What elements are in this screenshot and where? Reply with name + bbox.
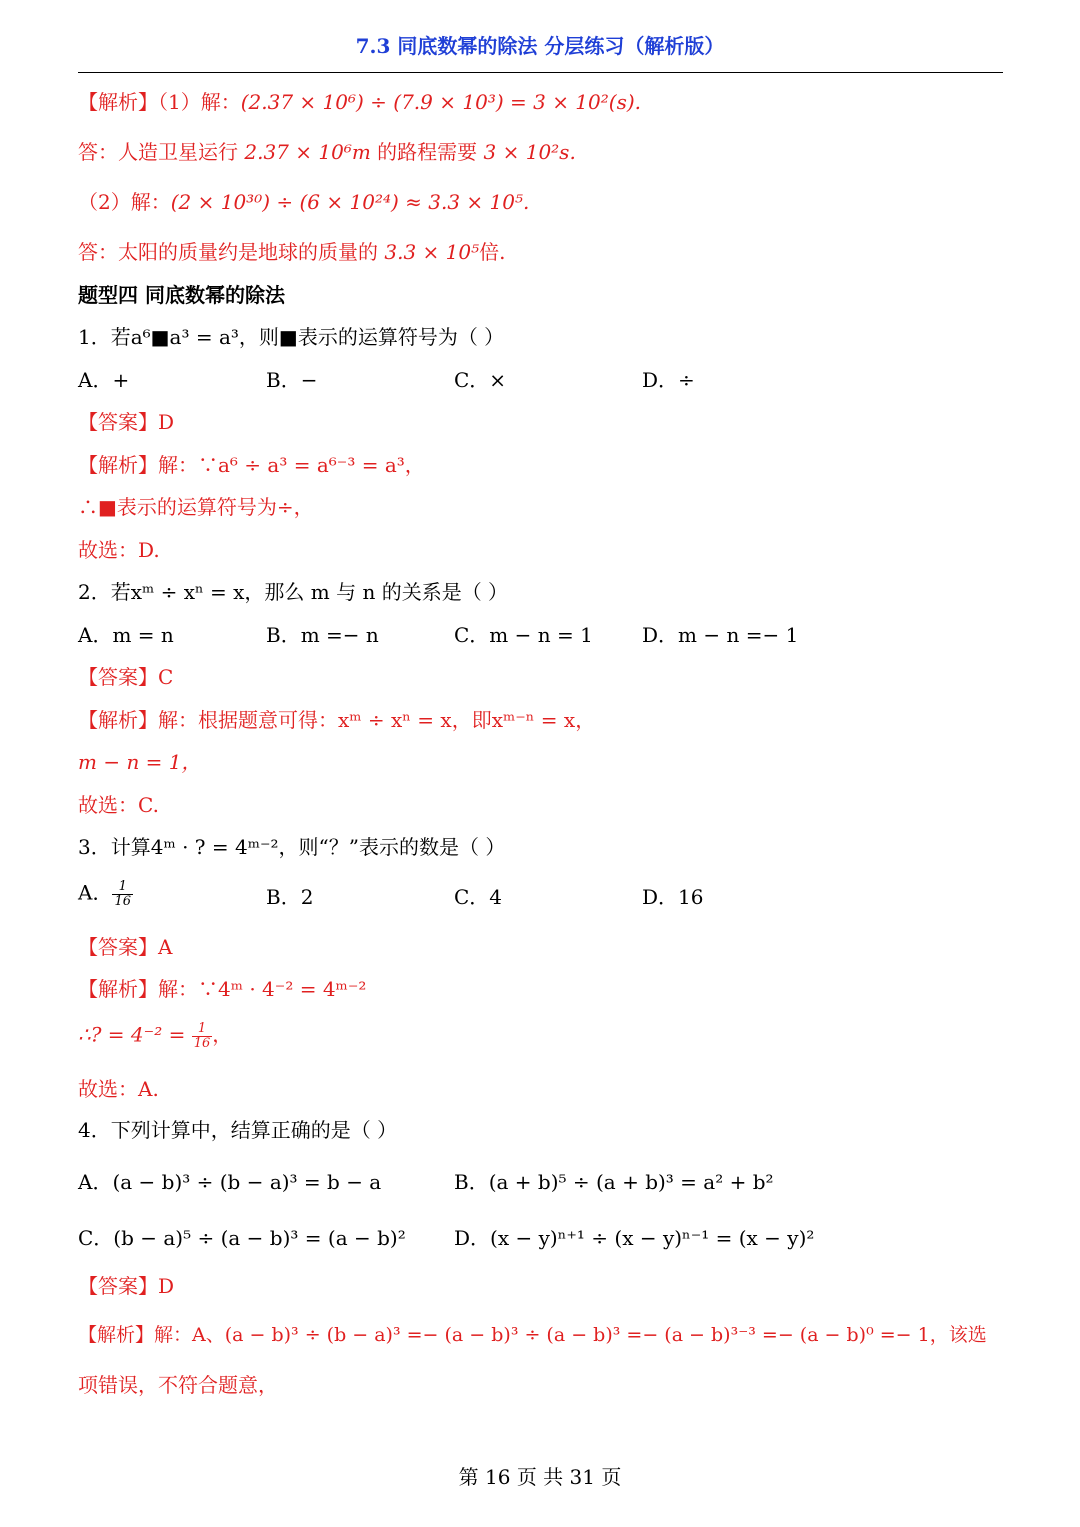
q2-answer: 【答案】C — [78, 665, 174, 689]
q3-option-a-fraction: $\frac{1}{16}$ — [114, 879, 131, 909]
q1-option-a: A．+ — [78, 368, 130, 392]
page-footer: 第 16 页 共 31 页 — [458, 1465, 622, 1489]
q1-option-d: D．÷ — [642, 368, 695, 392]
q2-option-b: B．m =− n — [266, 623, 379, 647]
q3-option-c: C．4 — [454, 885, 503, 909]
q4-option-c: C．(b − a)⁵ ÷ (a − b)³ = (a − b)² — [78, 1226, 406, 1250]
q3-solution-2: ∴? = 4⁻² = $\frac{1}{16}$ ， — [78, 1021, 233, 1051]
page-header-title: 7.3 同底数幂的除法 分层练习（解析版） — [355, 34, 725, 58]
question-4: 4．下列计算中，结算正确的是（ ） — [78, 1118, 398, 1142]
q4-solution-1: 【解析】解：A、(a − b)³ ÷ (b − a)³ =− (a − b)³ ÷ (a − b)³ =− (a − b)³⁻³ =− (a − b)⁰ =− 1，该选 — [78, 1324, 987, 1346]
q1-option-c: C．× — [454, 368, 507, 392]
q1-answer: 【答案】D — [78, 410, 175, 434]
q4-option-b: B．(a + b)⁵ ÷ (a + b)³ = a² + b² — [454, 1170, 774, 1194]
q3-option-b: B．2 — [266, 885, 314, 909]
q3-solution-fraction: $\frac{1}{16}$ — [193, 1021, 211, 1051]
header-rule — [78, 72, 1003, 73]
solution-part2: （2）解：(2 × 10³⁰) ÷ (6 × 10²⁴) ≈ 3.3 × 10⁵. — [78, 190, 530, 214]
q2-option-c: C．m − n = 1 — [454, 623, 593, 647]
q4-option-d: D．(x − y)ⁿ⁺¹ ÷ (x − y)ⁿ⁻¹ = (x − y)² — [454, 1226, 815, 1250]
q4-solution-2: 项错误，不符合题意， — [78, 1373, 278, 1397]
q3-option-d: D．16 — [642, 885, 704, 909]
q3-solution-3: 故选：A. — [78, 1077, 159, 1101]
question-1: 1．若a⁶■a³ = a³，则■表示的运算符号为（ ） — [78, 325, 505, 349]
section-heading: 题型四 同底数幂的除法 — [78, 283, 285, 307]
q2-solution-3: 故选：C. — [78, 793, 159, 817]
q1-solution-3: 故选：D. — [78, 538, 160, 562]
q2-option-d: D．m − n =− 1 — [642, 623, 799, 647]
q4-option-a: A．(a − b)³ ÷ (b − a)³ = b − a — [78, 1170, 382, 1194]
solution-part1: 【解析】（1）解：(2.37 × 10⁶) ÷ (7.9 × 10³) = 3 × 10²(s). — [78, 90, 641, 114]
q2-option-a: A．m = n — [78, 623, 174, 647]
q2-solution-2: m − n = 1， — [78, 750, 202, 774]
q3-solution-1: 【解析】解：∵4ᵐ · 4⁻² = 4ᵐ⁻² — [78, 977, 367, 1001]
question-2: 2．若xᵐ ÷ xⁿ = x，那么 m 与 n 的关系是（ ） — [78, 580, 509, 604]
q4-answer: 【答案】D — [78, 1274, 175, 1298]
answer-part1: 答：人造卫星运行 2.37 × 10⁶m 的路程需要 3 × 10²s. — [78, 140, 576, 164]
q2-solution-1: 【解析】解：根据题意可得：xᵐ ÷ xⁿ = x，即xᵐ⁻ⁿ = x， — [78, 708, 596, 732]
q1-option-b: B．− — [266, 368, 318, 392]
q3-option-a: A． $\frac{1}{16}$ — [78, 879, 131, 909]
question-3: 3．计算4ᵐ · ? = 4ᵐ⁻²，则“？”表示的数是（ ） — [78, 835, 506, 859]
answer-part2: 答：太阳的质量约是地球的质量的 3.3 × 10⁵倍. — [78, 240, 506, 264]
q1-solution-2: ∴■表示的运算符号为÷， — [78, 495, 314, 519]
q3-answer: 【答案】A — [78, 935, 173, 959]
q1-solution-1: 【解析】解：∵a⁶ ÷ a³ = a⁶⁻³ = a³， — [78, 453, 425, 477]
